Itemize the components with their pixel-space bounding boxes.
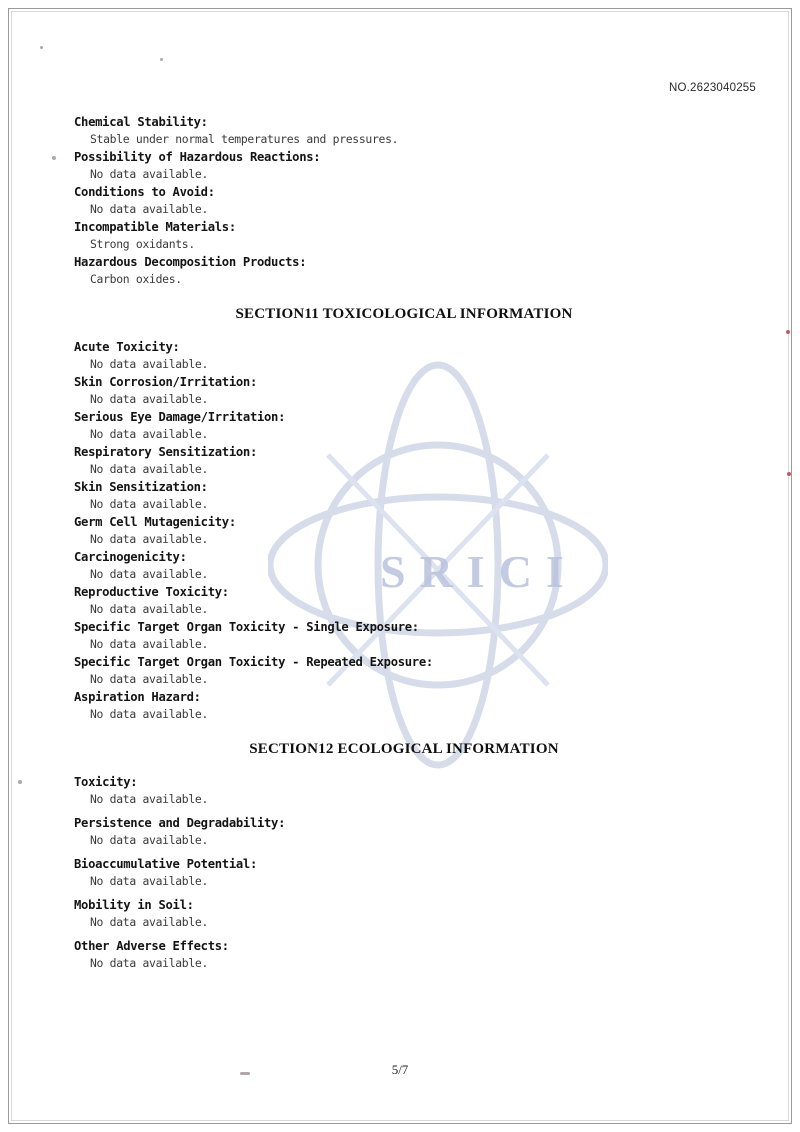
- section11-list: [74, 339, 734, 723]
- property-value: No data available.: [90, 497, 209, 511]
- property-term: Specific Target Organ Toxicity - Single Exposure:: [74, 620, 419, 634]
- property-entry: [74, 444, 734, 478]
- section12-heading: SECTION12 ECOLOGICAL INFORMATION: [249, 741, 559, 757]
- scan-speck: [40, 46, 43, 49]
- property-entry: [74, 815, 734, 849]
- property-entry: [74, 689, 734, 723]
- property-value: No data available.: [90, 833, 209, 847]
- property-value: No data available.: [90, 792, 209, 806]
- property-term: Skin Sensitization:: [74, 480, 208, 494]
- property-value: No data available.: [90, 567, 209, 581]
- property-term: Persistence and Degradability:: [74, 816, 286, 830]
- property-value: No data available.: [90, 602, 209, 616]
- property-term: Mobility in Soil:: [74, 898, 194, 912]
- scan-speck: [18, 780, 22, 784]
- property-term: Hazardous Decomposition Products:: [74, 255, 307, 269]
- property-term: Toxicity:: [74, 775, 138, 789]
- document-number: NO.2623040255: [668, 82, 756, 94]
- property-entry: [74, 184, 734, 218]
- property-term: Possibility of Hazardous Reactions:: [74, 150, 321, 164]
- property-term: Bioaccumulative Potential:: [74, 857, 257, 871]
- property-value: No data available.: [90, 392, 209, 406]
- property-value: No data available.: [90, 167, 209, 181]
- scan-speck: [787, 472, 791, 476]
- property-term: Skin Corrosion/Irritation:: [74, 375, 257, 389]
- property-entry: [74, 584, 734, 618]
- property-entry: [74, 514, 734, 548]
- property-entry: [74, 549, 734, 583]
- property-term: Other Adverse Effects:: [74, 939, 229, 953]
- property-term: Acute Toxicity:: [74, 340, 180, 354]
- property-value: No data available.: [90, 956, 209, 970]
- property-entry: [74, 219, 734, 253]
- property-term: Reproductive Toxicity:: [74, 585, 229, 599]
- property-entry: [74, 619, 734, 653]
- property-value: No data available.: [90, 874, 209, 888]
- property-entry: [74, 938, 734, 972]
- scan-speck: [160, 58, 163, 61]
- scan-speck: [786, 330, 790, 334]
- property-value: No data available.: [90, 427, 209, 441]
- property-term: Serious Eye Damage/Irritation:: [74, 410, 286, 424]
- property-term: Respiratory Sensitization:: [74, 445, 257, 459]
- property-term: Aspiration Hazard:: [74, 690, 201, 704]
- property-value: No data available.: [90, 357, 209, 371]
- property-value: Strong oxidants.: [90, 237, 195, 251]
- property-entry: [74, 254, 734, 288]
- property-entry: [74, 149, 734, 183]
- document-body: [74, 112, 734, 979]
- property-entry: [74, 374, 734, 408]
- property-value: No data available.: [90, 532, 209, 546]
- property-value: No data available.: [90, 637, 209, 651]
- page-number: 5/7: [391, 1062, 409, 1077]
- property-entry: [74, 479, 734, 513]
- property-value: No data available.: [90, 462, 209, 476]
- property-entry: [74, 774, 734, 808]
- property-entry: [74, 654, 734, 688]
- property-value: No data available.: [90, 672, 209, 686]
- property-term: Specific Target Organ Toxicity - Repeated Exposure:: [74, 655, 433, 669]
- property-entry: [74, 114, 734, 148]
- section12-list: [74, 774, 734, 972]
- property-term: Carcinogenicity:: [74, 550, 187, 564]
- property-term: Incompatible Materials:: [74, 220, 236, 234]
- property-entry: [74, 897, 734, 931]
- property-entry: [74, 339, 734, 373]
- property-value: Carbon oxides.: [90, 272, 182, 286]
- watermark-text: SRICI: [380, 546, 578, 597]
- property-term: Germ Cell Mutagenicity:: [74, 515, 236, 529]
- property-value: No data available.: [90, 707, 209, 721]
- property-entry: [74, 856, 734, 890]
- property-value: No data available.: [90, 202, 209, 216]
- property-term: Conditions to Avoid:: [74, 185, 215, 199]
- section10-continued-list: [74, 114, 734, 288]
- property-entry: [74, 409, 734, 443]
- property-term: Chemical Stability:: [74, 115, 208, 129]
- section11-heading: SECTION11 TOXICOLOGICAL INFORMATION: [235, 306, 573, 322]
- property-value: No data available.: [90, 915, 209, 929]
- scan-speck: [52, 156, 56, 160]
- property-value: Stable under normal temperatures and pressures.: [90, 132, 399, 146]
